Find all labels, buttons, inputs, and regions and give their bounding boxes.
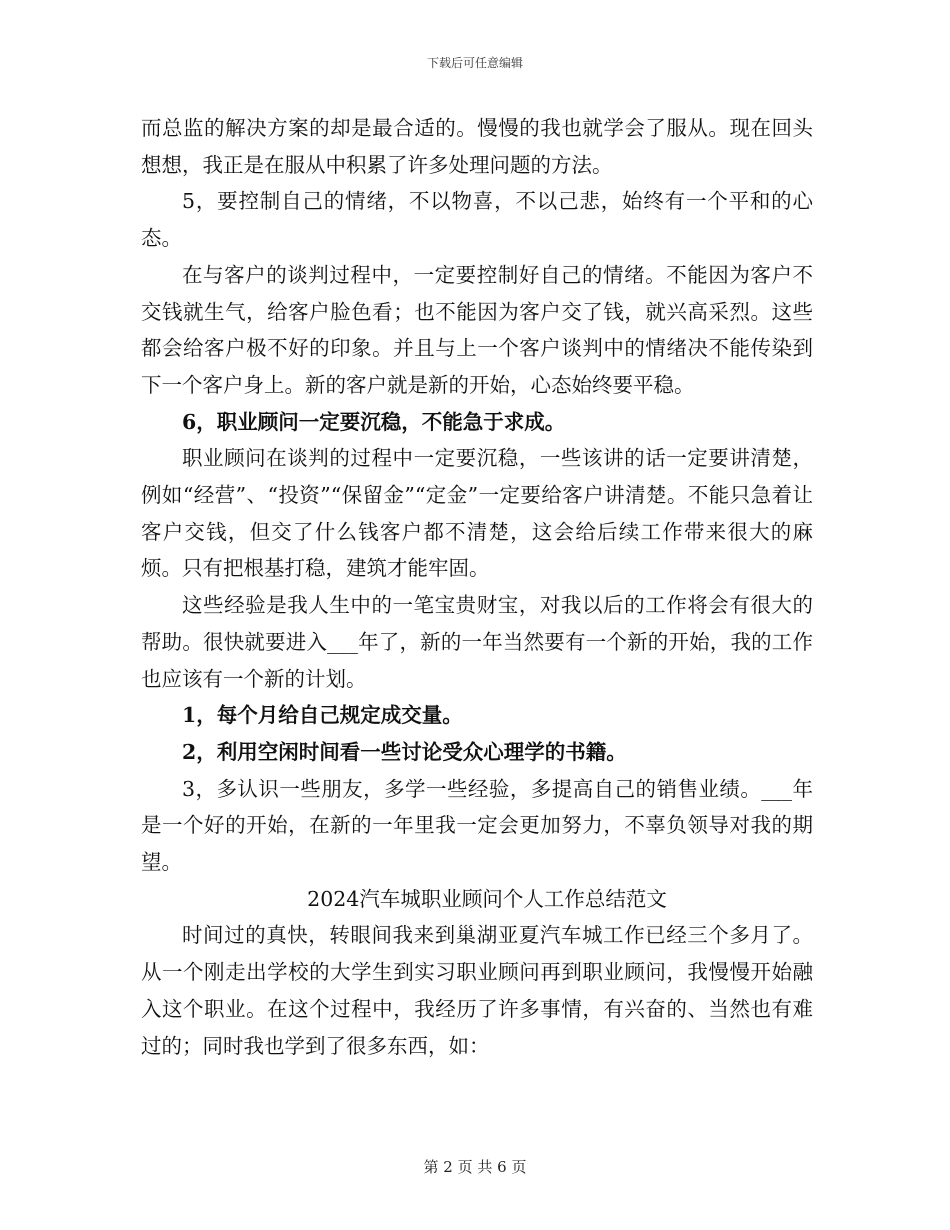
page-header: 下载后可任意编辑 <box>426 56 523 70</box>
document-body <box>141 110 813 1064</box>
paragraph-11: 时间过的真快，转眼间我来到巢湖亚夏汽车城工作已经三个多月了。从一个刚走出学校的大学生到实习职业顾问再到职业顾问，我慢慢开始融入这个职业。在这个过程中，我经历了许多事情，有兴奋的、当然也有难过的；同时我也学到了很多东西，如： <box>141 923 813 1058</box>
page-footer: 第 2 页 共 6 页 <box>423 1158 527 1176</box>
paragraph-4-heading: 6，职业顾问一定要沉稳，不能急于求成。 <box>182 409 566 434</box>
paragraph-5: 职业顾问在谈判的过程中一定要沉稳，一些该讲的话一定要讲清楚，例如“经营”、“投资”“保留金”“定金”一定要给客户讲清楚。不能只急着让客户交钱，但交了什么钱客户都不清楚，这会给后续工作带来很大的麻烦。只有把根基打稳，建筑才能牢固。 <box>141 446 813 581</box>
paragraph-2: 5，要控制自己的情绪，不以物喜，不以己悲，始终有一个平和的心态。 <box>141 189 813 251</box>
plan-item-2: 2，利用空闲时间看一些讨论受众心理学的书籍。 <box>182 739 627 764</box>
paragraph-6: 这些经验是我人生中的一笔宝贵财宝，对我以后的工作将会有很大的帮助。很快就要进入___年了，新的一年当然要有一个新的开始，我的工作也应该有一个新的计划。 <box>141 593 813 691</box>
plan-item-3: 3，多认识一些朋友，多学一些经验，多提高自己的销售业绩。___年是一个好的开始，在新的一年里我一定会更加努力，不辜负领导对我的期望。 <box>141 776 813 875</box>
paragraph-1: 而总监的解决方案的却是最合适的。慢慢的我也就学会了服从。现在回头想想，我正是在服从中积累了许多处理问题的方法。 <box>141 116 813 177</box>
paragraph-3: 在与客户的谈判过程中，一定要控制好自己的情绪。不能因为客户不交钱就生气，给客户脸色看；也不能因为客户交了钱，就兴高采烈。这些都会给客户极不好的印象。并且与上一个客户谈判中的情绪决不能传染到下一个客户身上。新的客户就是新的开始，心态始终要平稳。 <box>141 262 813 397</box>
section-title: 2024汽车城职业顾问个人工作总结范文 <box>307 886 667 911</box>
plan-item-1: 1，每个月给自己规定成交量。 <box>182 703 463 728</box>
